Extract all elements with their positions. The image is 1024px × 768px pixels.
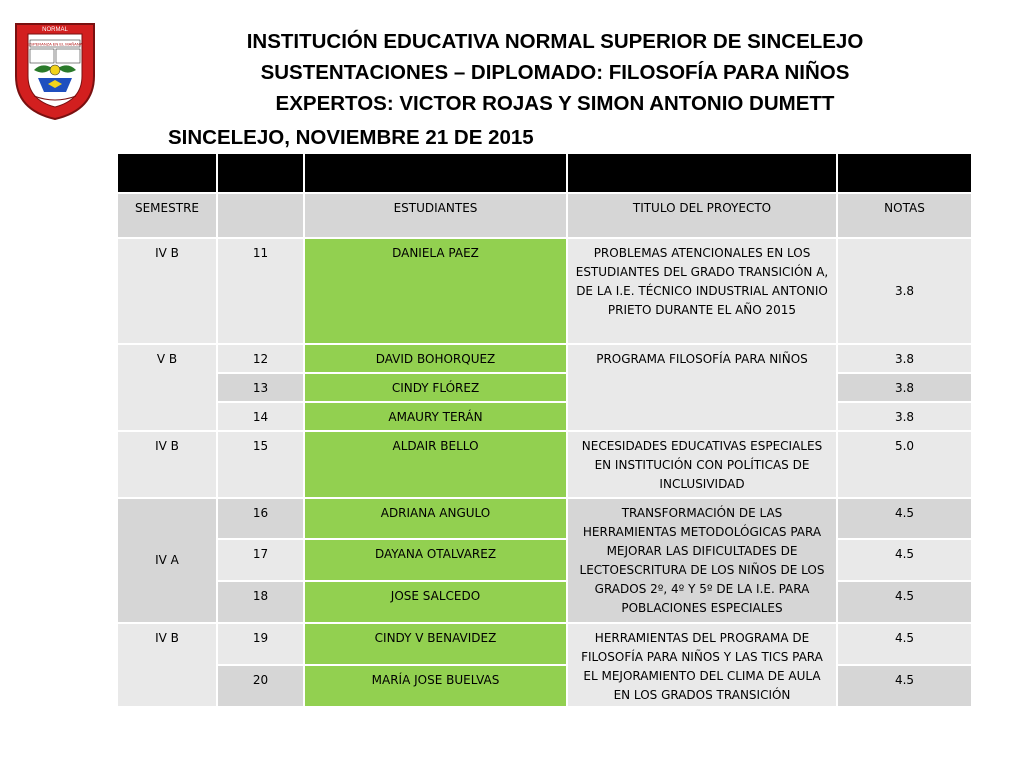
student-cell: DANIELA PAEZ [304,238,567,344]
titulo-cell: HERRAMIENTAS DEL PROGRAMA DE FILOSOFÍA PARA NIÑOS Y LAS TICS PARA EL MEJORAMIENTO DEL CLIMA DE AULA EN LOS GRADOS TRANSICIÓN [567,623,837,707]
table-row [117,344,972,373]
heading-date: SINCELEJO, NOVIEMBRE 21 DE 2015 [168,126,534,149]
student-cell: ADRIANA ANGULO [304,498,567,539]
nota-cell: 4.5 [837,539,972,581]
black-cell [837,153,972,193]
student-cell: DAVID BOHORQUEZ [304,344,567,373]
student-cell: CINDY V BENAVIDEZ [304,623,567,665]
table-row [117,238,972,344]
logo-text-band: ESPERANZA EN EL MAÑANA [27,41,83,47]
black-header-row [117,153,972,193]
nota-cell: 3.8 [837,402,972,431]
school-crest-logo [12,18,98,122]
table-row [117,581,972,623]
nota-cell: 3.8 [837,238,972,344]
semestre-cell: IV A [117,498,217,623]
semestre-cell: IV B [117,623,217,707]
num-cell: 13 [217,373,304,402]
column-header-row [117,193,972,238]
table-row [117,665,972,707]
semestre-cell: IV B [117,431,217,498]
table-row [117,431,972,498]
student-cell: MARÍA JOSE BUELVAS [304,665,567,707]
num-cell: 18 [217,581,304,623]
num-cell: 12 [217,344,304,373]
student-cell: AMAURY TERÁN [304,402,567,431]
student-cell: DAYANA OTALVAREZ [304,539,567,581]
num-cell: 11 [217,238,304,344]
black-cell [117,153,217,193]
grades-table [116,152,973,708]
logo-text-top: NORMAL [42,27,68,33]
table-row [117,623,972,665]
heading-event: SUSTENTACIONES – DIPLOMADO: FILOSOFÍA PARA NIÑOS [260,61,850,84]
nota-cell: 3.8 [837,373,972,402]
nota-cell: 4.5 [837,665,972,707]
nota-cell: 4.5 [837,498,972,539]
header-estudiantes: ESTUDIANTES [304,193,567,238]
titulo-cell: NECESIDADES EDUCATIVAS ESPECIALES EN INSTITUCIÓN CON POLÍTICAS DE INCLUSIVIDAD [567,431,837,498]
document-heading [120,26,990,119]
titulo-cell: PROGRAMA FILOSOFÍA PARA NIÑOS [567,344,837,431]
semestre-cell: IV B [117,238,217,344]
header-titulo: TITULO DEL PROYECTO [567,193,837,238]
titulo-cell: PROBLEMAS ATENCIONALES EN LOS ESTUDIANTES DEL GRADO TRANSICIÓN A, DE LA I.E. TÉCNICO INDUSTRIAL ANTONIO PRIETO DURANTE EL AÑO 2015 [567,238,837,344]
table-row [117,498,972,539]
num-cell: 16 [217,498,304,539]
black-cell [304,153,567,193]
nota-cell: 5.0 [837,431,972,498]
semestre-cell: V B [117,344,217,431]
nota-cell: 4.5 [837,581,972,623]
table-row [117,539,972,581]
table-row [117,402,972,431]
student-cell: JOSE SALCEDO [304,581,567,623]
black-cell [567,153,837,193]
heading-experts: EXPERTOS: VICTOR ROJAS Y SIMON ANTONIO DUMETT [275,92,835,115]
student-cell: CINDY FLÓREZ [304,373,567,402]
num-cell: 17 [217,539,304,581]
nota-cell: 4.5 [837,623,972,665]
black-cell [217,153,304,193]
titulo-cell: TRANSFORMACIÓN DE LAS HERRAMIENTAS METODOLÓGICAS PARA MEJORAR LAS DIFICULTADES DE LECTOESCRITURA DE LOS NIÑOS DE LOS GRADOS 2º, 4º Y 5º DE LA I.E. PARA POBLACIONES ESPECIALES [567,498,837,623]
num-cell: 19 [217,623,304,665]
num-cell: 15 [217,431,304,498]
nota-cell: 3.8 [837,344,972,373]
heading-institution: INSTITUCIÓN EDUCATIVA NORMAL SUPERIOR DE SINCELEJO [246,30,864,53]
num-cell: 20 [217,665,304,707]
header-notas: NOTAS [837,193,972,238]
table-row [117,373,972,402]
header-num [217,193,304,238]
student-cell: ALDAIR BELLO [304,431,567,498]
num-cell: 14 [217,402,304,431]
header-semestre: SEMESTRE [117,193,217,238]
